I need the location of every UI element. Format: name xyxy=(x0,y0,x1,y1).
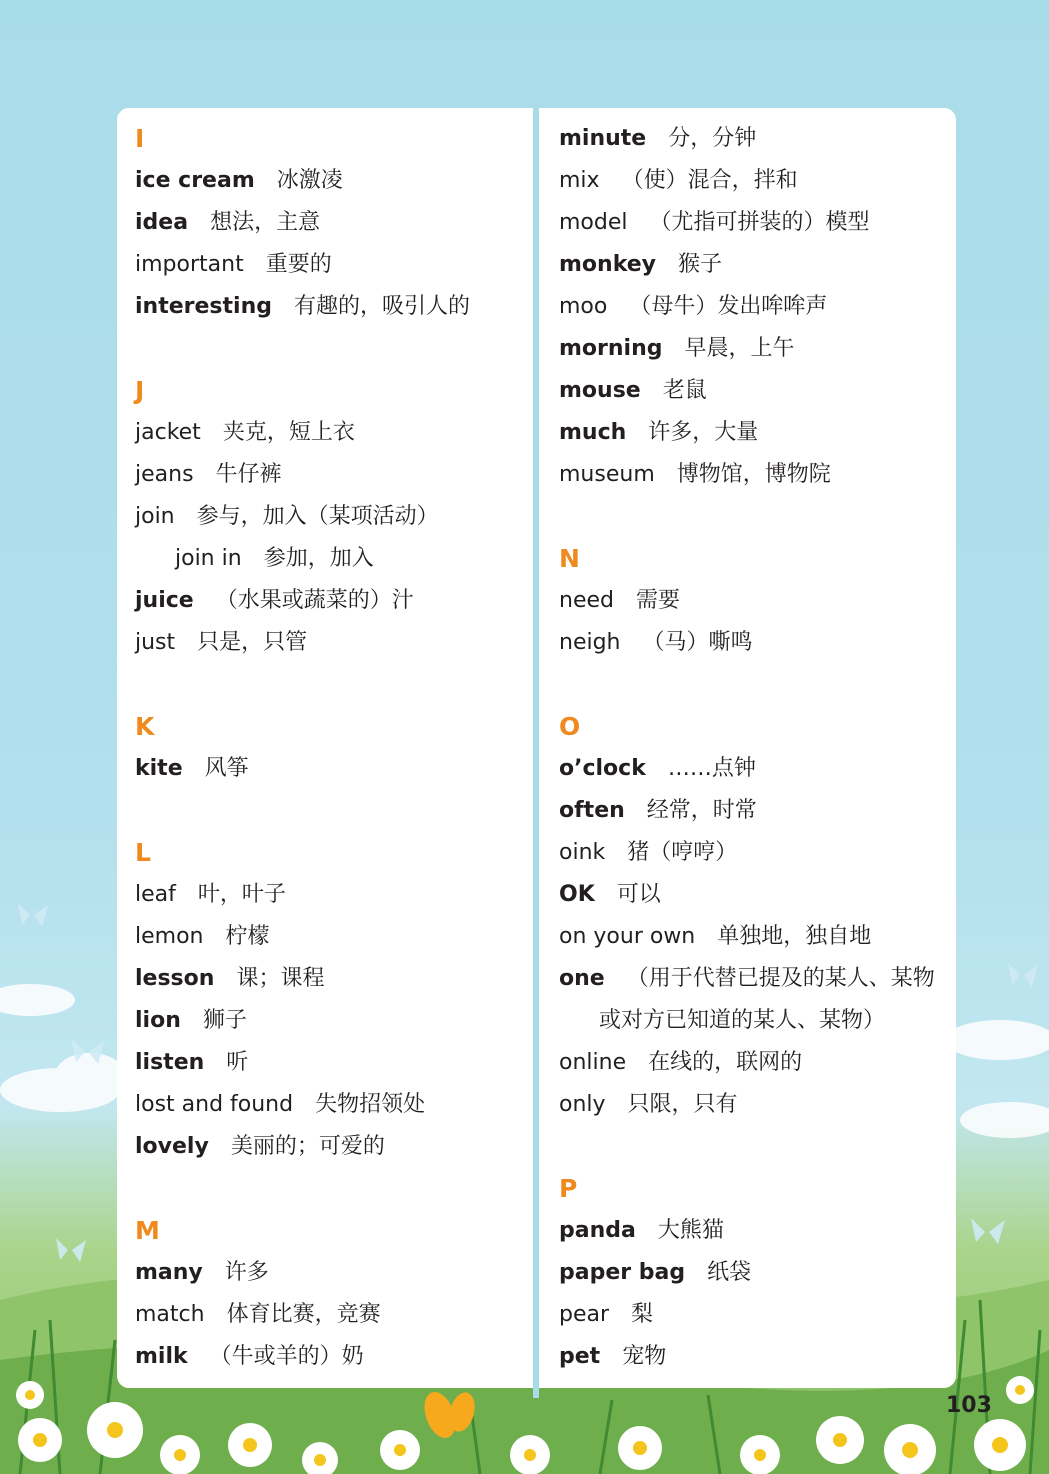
glossary-entry xyxy=(559,580,944,622)
entry-word: often xyxy=(559,798,625,823)
entry-definition: 重要的 xyxy=(265,252,332,277)
glossary-entry xyxy=(135,412,525,454)
entry-definition: （尤指可拼装的）模型 xyxy=(649,210,870,235)
glossary-entry xyxy=(559,958,944,1000)
entry-word: mouse xyxy=(559,378,641,403)
entry-word: need xyxy=(559,588,614,613)
glossary-entry xyxy=(559,1084,944,1126)
glossary-entry xyxy=(559,1252,944,1294)
entry-definition: （马）嘶鸣 xyxy=(642,630,753,655)
glossary-entry xyxy=(135,622,525,664)
entry-definition: 想法，主意 xyxy=(210,210,321,235)
glossary-entry xyxy=(559,454,944,496)
glossary-entry xyxy=(135,1294,525,1336)
glossary-entry xyxy=(559,244,944,286)
entry-word: pet xyxy=(559,1344,601,1369)
letter-heading: P xyxy=(559,1174,578,1203)
glossary-entry xyxy=(135,1336,525,1378)
entry-definition: 许多 xyxy=(224,1260,269,1285)
entry-word: many xyxy=(135,1260,203,1285)
letter-heading: N xyxy=(559,544,580,573)
entry-word: OK xyxy=(559,882,595,907)
glossary-entry xyxy=(559,286,944,328)
entry-definition: 可以 xyxy=(616,882,661,907)
entry-word: juice xyxy=(135,588,194,613)
entry-word: idea xyxy=(135,210,189,235)
entry-definition: 叶，叶子 xyxy=(197,882,286,907)
letter-heading: I xyxy=(135,124,145,153)
entry-definition: 只限，只有 xyxy=(627,1092,738,1117)
entry-word: important xyxy=(135,252,244,277)
entry-definition: 分，分钟 xyxy=(668,126,757,151)
section-gap xyxy=(559,1126,944,1168)
glossary-entry xyxy=(135,916,525,958)
entry-word: lovely xyxy=(135,1134,209,1159)
entry-word: jeans xyxy=(135,462,194,487)
entry-definition: 或对方已知道的某人、某物） xyxy=(599,1008,886,1033)
entry-word: leaf xyxy=(135,882,176,907)
entry-definition: 冰激凌 xyxy=(276,168,343,193)
entry-definition: 美丽的；可爱的 xyxy=(230,1134,385,1159)
entry-word: jacket xyxy=(135,420,201,445)
entry-word: one xyxy=(559,966,605,991)
glossary-entry xyxy=(559,790,944,832)
glossary-entry xyxy=(135,958,525,1000)
entry-word: lion xyxy=(135,1008,181,1033)
glossary-entry xyxy=(559,1042,944,1084)
entry-definition: 牛仔裤 xyxy=(215,462,282,487)
section-gap xyxy=(135,664,525,706)
section-gap xyxy=(559,664,944,706)
glossary-entry xyxy=(135,160,525,202)
entry-definition: 博物馆，博物院 xyxy=(676,462,831,487)
entry-definition: （牛或羊的）奶 xyxy=(209,1344,364,1369)
glossary-entry xyxy=(559,874,944,916)
entry-definition: 狮子 xyxy=(202,1008,247,1033)
entry-definition: （用于代替已提及的某人、某物 xyxy=(626,966,935,991)
entry-word: museum xyxy=(559,462,655,487)
glossary-entry xyxy=(135,1000,525,1042)
entry-definition: 体育比赛，竞赛 xyxy=(226,1302,381,1327)
entry-definition: 柠檬 xyxy=(225,924,270,949)
glossary-entry xyxy=(559,916,944,958)
letter-heading: L xyxy=(135,838,151,867)
entry-definition: 猴子 xyxy=(678,252,723,277)
entry-word: o’clock xyxy=(559,756,646,781)
entry-word: on your own xyxy=(559,924,696,949)
glossary-entry xyxy=(135,1042,525,1084)
glossary-entry xyxy=(135,1084,525,1126)
entry-definition: （母牛）发出哞哞声 xyxy=(629,294,828,319)
entry-word: model xyxy=(559,210,628,235)
entry-word: pear xyxy=(559,1302,610,1327)
glossary-entry xyxy=(559,1336,944,1378)
glossary-entry xyxy=(559,160,944,202)
entry-definition: 许多，大量 xyxy=(648,420,759,445)
glossary-entry xyxy=(559,328,944,370)
entry-word: kite xyxy=(135,756,183,781)
entry-definition: 梨 xyxy=(631,1302,654,1327)
entry-definition: 风筝 xyxy=(204,756,249,781)
entry-word: join xyxy=(135,504,175,529)
entry-word: oink xyxy=(559,840,606,865)
entry-definition: 只是，只管 xyxy=(197,630,308,655)
glossary-entry-continuation xyxy=(559,1000,944,1042)
section-gap xyxy=(559,496,944,538)
glossary-entry xyxy=(135,496,525,538)
entry-word: monkey xyxy=(559,252,657,277)
entry-word: mix xyxy=(559,168,600,193)
glossary-entry xyxy=(135,1252,525,1294)
page-number: 103 xyxy=(946,1393,992,1418)
entry-definition: 夹克，短上衣 xyxy=(222,420,355,445)
glossary-column-left xyxy=(135,118,525,1378)
entry-word: milk xyxy=(135,1344,188,1369)
glossary-entry xyxy=(559,748,944,790)
entry-definition: 老鼠 xyxy=(662,378,707,403)
entry-word: neigh xyxy=(559,630,621,655)
glossary-entry xyxy=(559,118,944,160)
entry-word: match xyxy=(135,1302,205,1327)
entry-word: much xyxy=(559,420,627,445)
entry-definition: 有趣的，吸引人的 xyxy=(293,294,470,319)
entry-definition: 课；课程 xyxy=(236,966,325,991)
glossary-entry xyxy=(559,832,944,874)
entry-definition: （水果或蔬菜的）汁 xyxy=(215,588,414,613)
entry-word: lost and found xyxy=(135,1092,294,1117)
letter-heading: J xyxy=(135,376,145,405)
glossary-entry xyxy=(135,748,525,790)
glossary-entry xyxy=(135,286,525,328)
entry-word: listen xyxy=(135,1050,205,1075)
glossary-entry xyxy=(559,622,944,664)
glossary-entry xyxy=(135,244,525,286)
glossary-entry xyxy=(559,202,944,244)
entry-definition: 经常，时常 xyxy=(646,798,757,823)
entry-word: minute xyxy=(559,126,647,151)
entry-word: lemon xyxy=(135,924,204,949)
section-gap xyxy=(135,1168,525,1210)
glossary-entry xyxy=(135,454,525,496)
entry-definition: 参加，加入 xyxy=(263,546,374,571)
entry-definition: ……点钟 xyxy=(667,756,756,781)
glossary-entry xyxy=(135,1126,525,1168)
entry-word: only xyxy=(559,1092,606,1117)
glossary-entry xyxy=(135,202,525,244)
entry-definition: 需要 xyxy=(635,588,680,613)
entry-definition: 纸袋 xyxy=(707,1260,752,1285)
glossary-column-right xyxy=(559,118,944,1378)
entry-definition: （使）混合，拌和 xyxy=(621,168,798,193)
section-gap xyxy=(135,790,525,832)
letter-heading: K xyxy=(135,712,155,741)
entry-definition: 失物招领处 xyxy=(315,1092,426,1117)
entry-definition: 听 xyxy=(226,1050,249,1075)
glossary-subentry xyxy=(135,538,525,580)
entry-definition: 猪（哼哼） xyxy=(627,840,738,865)
entry-word: join in xyxy=(175,546,242,571)
glossary-entry xyxy=(559,1294,944,1336)
entry-word: just xyxy=(135,630,176,655)
glossary-entry xyxy=(559,412,944,454)
glossary-entry xyxy=(135,580,525,622)
letter-heading: M xyxy=(135,1216,160,1245)
entry-word: lesson xyxy=(135,966,215,991)
glossary-entry xyxy=(559,1210,944,1252)
entry-definition: 大熊猫 xyxy=(657,1218,724,1243)
entry-definition: 单独地，独自地 xyxy=(717,924,872,949)
glossary-entry xyxy=(135,874,525,916)
letter-heading: O xyxy=(559,712,581,741)
glossary-entry xyxy=(559,370,944,412)
entry-definition: 宠物 xyxy=(622,1344,667,1369)
entry-definition: 在线的，联网的 xyxy=(648,1050,803,1075)
entry-definition: 参与，加入（某项活动） xyxy=(196,504,439,529)
entry-word: paper bag xyxy=(559,1260,686,1285)
entry-word: interesting xyxy=(135,294,272,319)
entry-word: online xyxy=(559,1050,627,1075)
column-divider xyxy=(533,108,539,1398)
entry-definition: 早晨，上午 xyxy=(684,336,795,361)
entry-word: panda xyxy=(559,1218,636,1243)
section-gap xyxy=(135,328,525,370)
entry-word: morning xyxy=(559,336,663,361)
entry-word: moo xyxy=(559,294,608,319)
entry-word: ice cream xyxy=(135,168,255,193)
